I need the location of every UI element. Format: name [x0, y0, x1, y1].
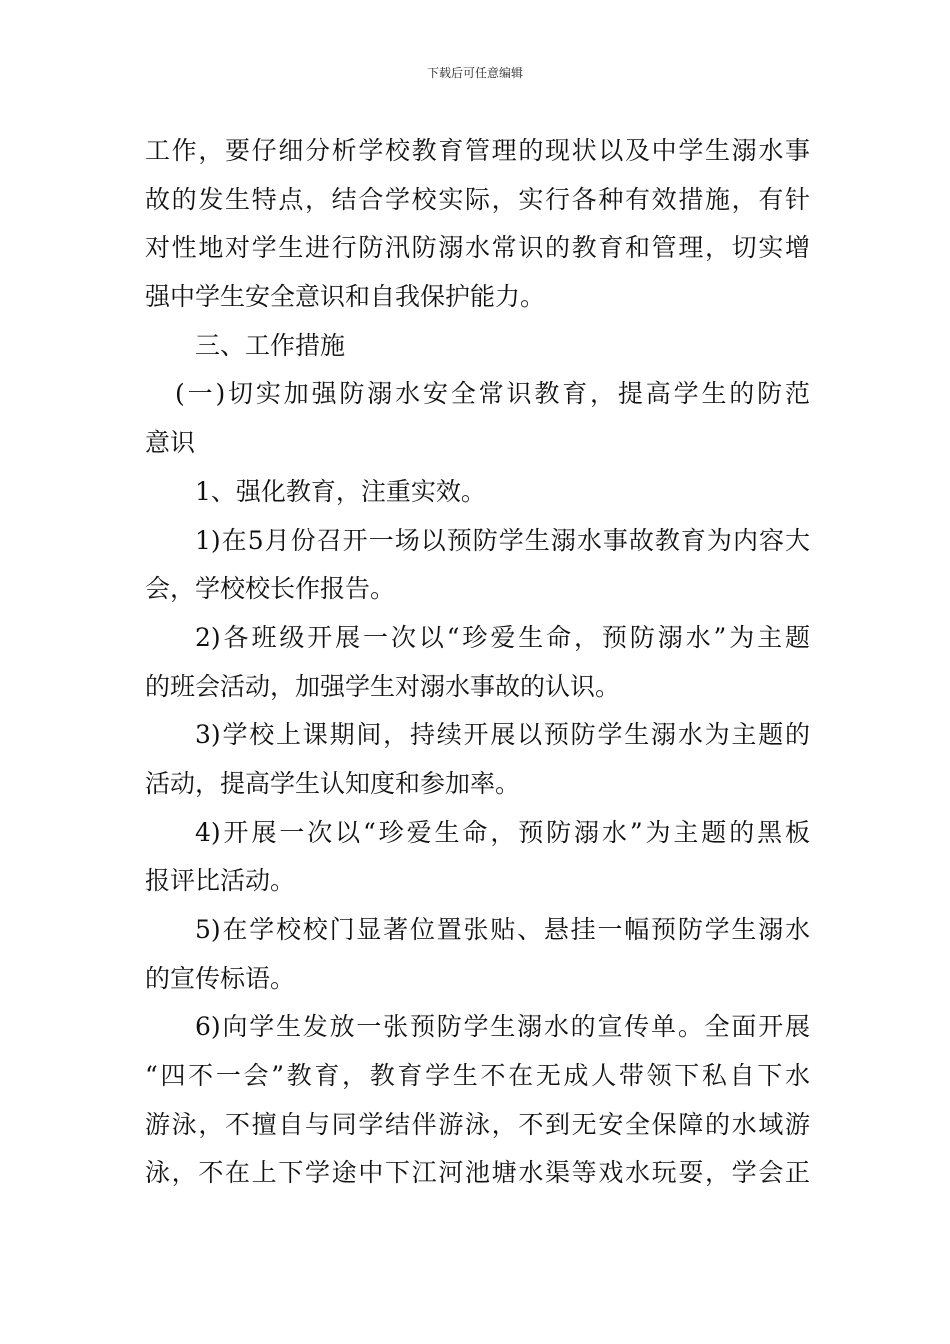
list-item-continued: 的班会活动，加强学生对溺水事故的认识。 [145, 671, 621, 701]
page-header-note: 下载后可任意编辑 [426, 66, 523, 80]
subsection-heading-continued: 意识 [145, 428, 196, 458]
document-body [145, 127, 810, 1198]
paragraph-line: 对性地对学生进行防汛防溺水常识的教育和管理，切实增 [145, 233, 810, 263]
list-item-continued: “四不一会”教育，教育学生不在无成人带领下私自下水 [145, 1061, 810, 1091]
list-item: 6)向学生发放一张预防学生溺水的宣传单。全面开展 [195, 1012, 810, 1042]
list-item-continued: 活动，提高学生认知度和参加率。 [145, 768, 521, 798]
list-item: 2)各班级开展一次以“珍爱生命，预防溺水”为主题 [195, 622, 810, 652]
list-item: 5)在学校校门显著位置张贴、悬挂一幅预防学生溺水 [195, 915, 810, 944]
list-item-continued: 会，学校校长作报告。 [145, 574, 396, 604]
list-item: 4)开展一次以“珍爱生命，预防溺水”为主题的黑板 [195, 817, 810, 847]
item-heading: 1、强化教育，注重实效。 [195, 476, 486, 506]
list-item-continued: 泳，不在上下学途中下江河池塘水渠等戏水玩耍，学会正 [145, 1158, 810, 1188]
paragraph-line: 工作，要仔细分析学校教育管理的现状以及中学生溺水事 [145, 136, 810, 165]
section-heading: 三、工作措施 [195, 330, 346, 360]
list-item-continued: 的宣传标语。 [145, 963, 296, 993]
list-item-continued: 游泳，不擅自与同学结伴游泳，不到无安全保障的水域游 [145, 1109, 810, 1139]
list-item: 3)学校上课期间，持续开展以预防学生溺水为主题的 [195, 720, 810, 750]
list-item: 1)在5月份召开一场以预防学生溺水事故教育为内容大 [195, 525, 810, 555]
subsection-heading: (一)切实加强防溺水安全常识教育，提高学生的防范 [175, 379, 810, 409]
paragraph-line: 强中学生安全意识和自我保护能力。 [145, 282, 546, 312]
list-item-continued: 报评比活动。 [145, 866, 296, 896]
paragraph-line: 故的发生特点，结合学校实际，实行各种有效措施，有针 [145, 184, 810, 214]
